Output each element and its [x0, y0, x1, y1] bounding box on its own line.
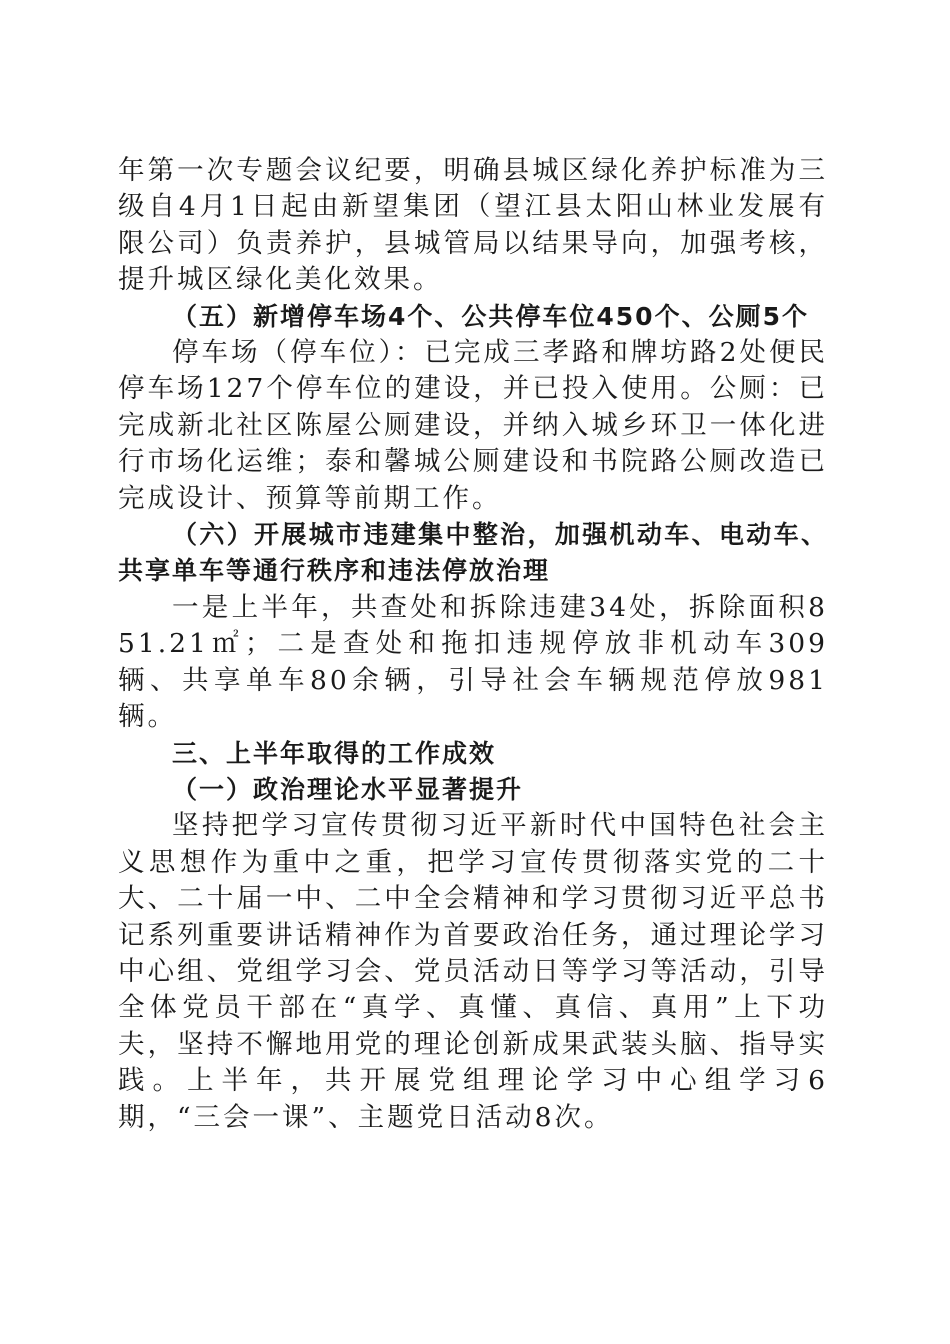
heading-parking-toilets: （五）新增停车场4个、公共停车位450个、公厕5个 — [172, 301, 809, 331]
heading-political-theory: （一）政治理论水平显著提升 — [172, 774, 524, 804]
document-body — [118, 153, 828, 1136]
paragraph-parking-toilets: 停车场（停车位）：已完成三孝路和牌坊路2处便民停车场127个停车位的建设，并已投入使用。公厕：已完成新北社区陈屋公厕建设，并纳入城乡环卫一体化进行市场化运维；泰和馨城公厕建设和书院路公厕改造已完成设计、预算等前期工作。 — [118, 337, 828, 514]
paragraph-political-theory: 坚持把学习宣传贯彻习近平新时代中国特色社会主义思想作为重中之重，把学习宣传贯彻落实党的二十大、二十届一中、二中全会精神和学习贯彻习近平总书记系列重要讲话精神作为首要政治任务，通过理论学习中心组、党组学习会、党员活动日等学习等活动，引导全体党员干部在“真学、真懂、真信、真用”上下功夫，坚持不懈地用党的理论创新成果武装头脑、指导实践。上半年，共开展党组理论学习中心组学习6期，“三会一课”、主题党日活动8次。 — [118, 810, 828, 1133]
paragraph-greening-maintenance: 年第一次专题会议纪要，明确县城区绿化养护标准为三级自4月1日起由新望集团（望江县太阳山林业发展有限公司）负责养护，县城管局以结果导向，加强考核，提升城区绿化美化效果。 — [118, 155, 828, 296]
section-heading-achievements: 三、上半年取得的工作成效 — [172, 738, 497, 768]
paragraph-illegal-construction: 一是上半年，共查处和拆除违建34处，拆除面积851.21㎡；二是查处和拖扣违规停放非机动车309辆、共享单车80余辆，引导社会车辆规范停放981辆。 — [118, 591, 828, 733]
heading-illegal-construction: （六）开展城市违建集中整治，加强机动车、电动车、共享单车等通行秩序和违法停放治理 — [118, 520, 828, 586]
